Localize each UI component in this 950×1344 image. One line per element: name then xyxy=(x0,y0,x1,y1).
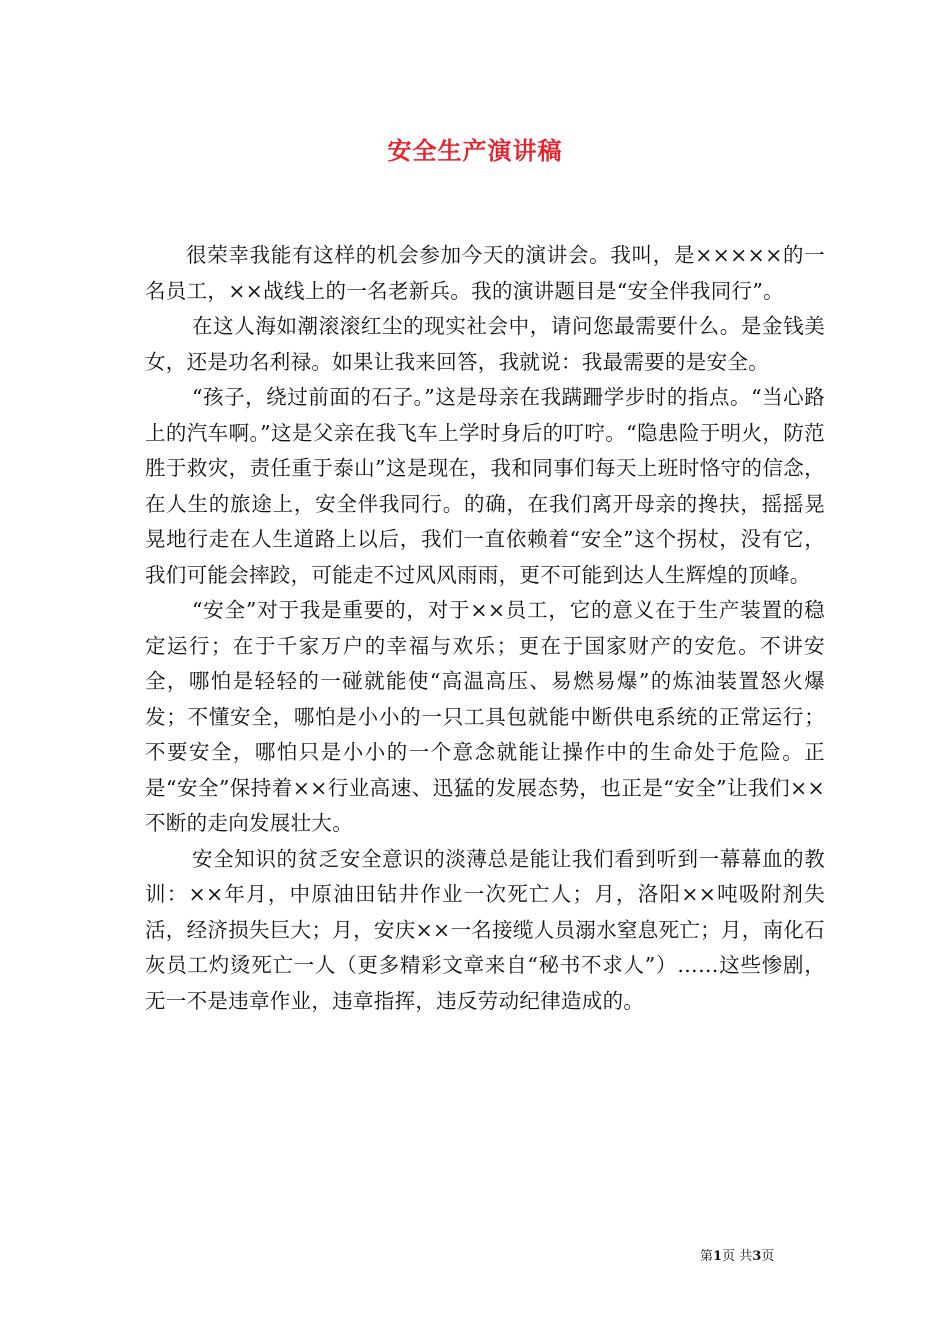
paragraph-importance: “安全”对于我是重要的，对于××员工，它的意义在于生产装置的稳定运行；在于千家万户的幸福与欢乐；更在于国家财产的安危。不讲安全，哪怕是轻轻的一碰就能使“高温高压、易燃易爆”的炼油装置怒火爆发；不懂安全，哪怕是小小的一只工具包就能中断供电系统的正常运行；不要安全，哪怕只是小小的一个意念就能让操作中的生命处于危险。正是“安全”保持着××行业高速、迅猛的发展态势，也正是“安全”让我们××不断的走向发展壮大。 xyxy=(145,598,825,835)
document-body xyxy=(145,238,825,1019)
paragraph-family-advice: “孩子，绕过前面的石子。”这是母亲在我蹒跚学步时的指点。“当心路上的汽车啊。”这是父亲在我飞车上学时身后的叮咛。“隐患险于明火，防范胜于救灾，责任重于泰山”这是现在，我和同事们每天上班时恪守的信念，在人生的旅途上，安全伴我同行。的确，在我们离开母亲的搀扶，摇摇晃晃地行走在人生道路上以后，我们一直依赖着“安全”这个拐杖，没有它，我们可能会摔跤，可能走不过风风雨雨，更不可能到达人生辉煌的顶峰。 xyxy=(145,385,825,587)
footer-total-pages: 3 xyxy=(752,1249,762,1264)
footer-prefix: 第 xyxy=(700,1249,714,1264)
footer-middle: 页 共 xyxy=(722,1249,753,1264)
page-number-footer xyxy=(700,1245,820,1264)
paragraph-lessons: 安全知识的贫乏安全意识的淡薄总是能让我们看到听到一幕幕血的教训：××年月，中原油田钻井作业一次死亡人；月，洛阳××吨吸附剂失活，经济损失巨大；月，安庆××一名接缆人员溺水窒息死亡；月，南化石灰员工灼烫死亡一人（更多精彩文章来自“秘书不求人”）……这些惨剧，无一不是违章作业，违章指挥，违反劳动纪律造成的。 xyxy=(145,846,825,1013)
page-title: 安全生产演讲稿 xyxy=(387,136,563,165)
paragraph-question: 在这人海如潮滚滚红尘的现实社会中，请问您最需要什么。是金钱美女，还是功名利禄。如果让我来回答，我就说：我最需要的是安全。 xyxy=(145,314,825,374)
footer-suffix: 页 xyxy=(761,1249,775,1264)
paragraph-intro: 很荣幸我能有这样的机会参加今天的演讲会。我叫，是×××××的一名员工，××战线上的一名老新兵。我的演讲题目是“安全伴我同行”。 xyxy=(145,243,825,303)
footer-current-page: 1 xyxy=(713,1249,723,1264)
